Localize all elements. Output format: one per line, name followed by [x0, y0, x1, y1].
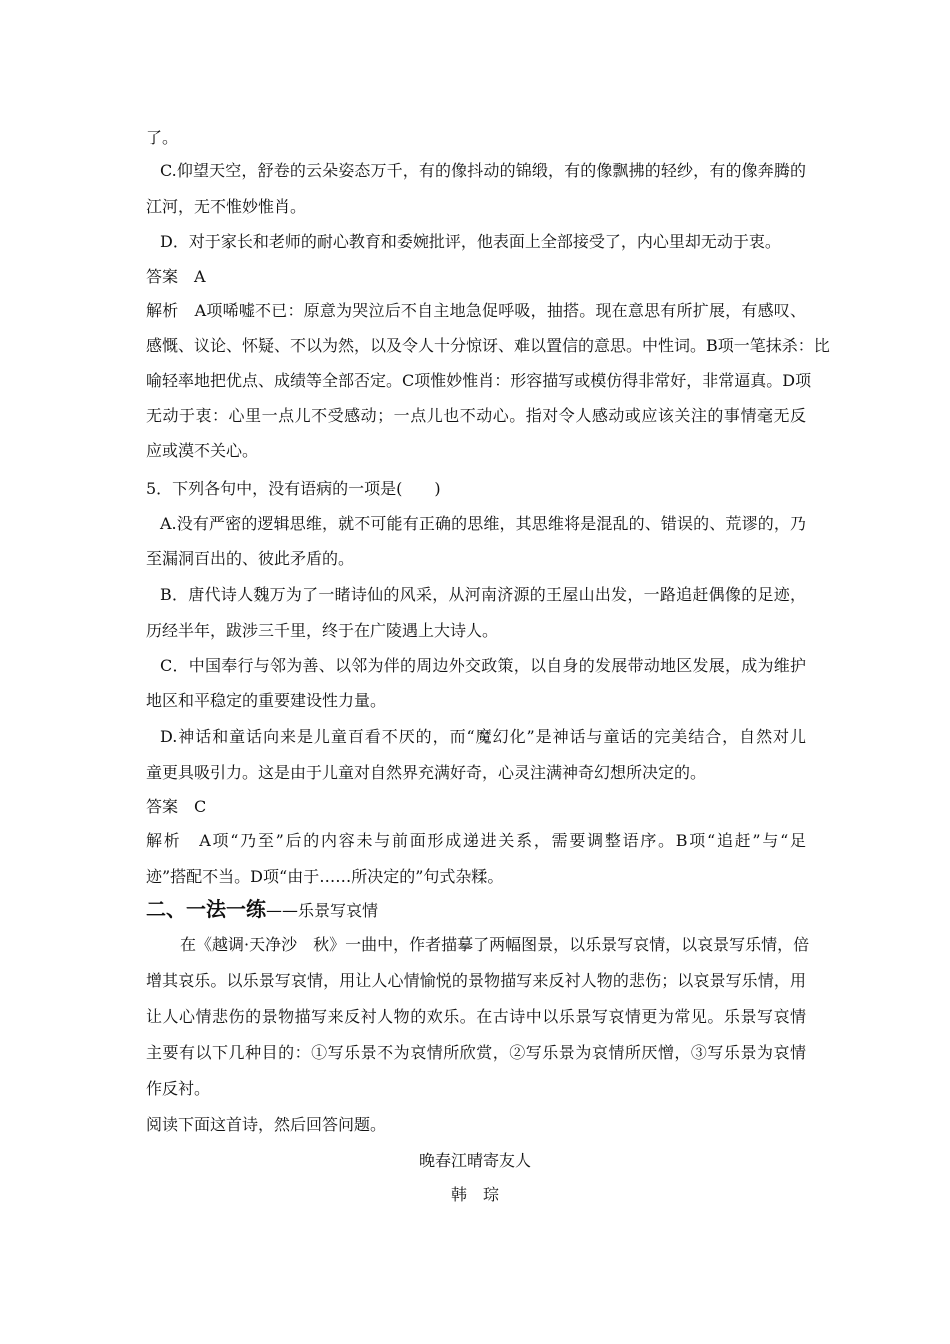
option-d-line: D.神话和童话向来是儿童百看不厌的，而“魔幻化”是神话与童话的完美结合，自然对儿 [160, 727, 806, 746]
question-5-stem: 5．下列各句中，没有语病的一项是( ) [146, 479, 441, 498]
analysis-line: 解析 A项“乃至”后的内容未与前面形成递进关系，需要调整语序。B项“追赶”与“足 [146, 831, 806, 850]
analysis-line: 感慨、议论、怀疑、不以为然，以及令人十分惊讶、难以置信的意思。中性词。B项一笔抹杀：比 [146, 336, 830, 355]
analysis-line: 迹”搭配不当。D项“由于……所决定的”句式杂糅。 [146, 867, 504, 886]
paragraph-line: 增其哀乐。以乐景写哀情，用让人心情愉悦的景物描写来反衬人物的悲伤；以哀景写乐情，用 [146, 971, 806, 990]
text-line: 历经半年，跋涉三千里，终于在广陵遇上大诗人。 [146, 621, 499, 640]
analysis-line: 解析 A项唏嘘不已：原意为哭泣后不自主地急促呼吸，抽搭。现在意思有所扩展，有感叹、 [146, 301, 806, 320]
option-b-line: B．唐代诗人魏万为了一睹诗仙的风采，从河南济源的王屋山出发，一路追赶偶像的足迹， [160, 585, 806, 604]
analysis-line: 无动于衷：心里一点儿不受感动；一点儿也不动心。指对令人感动或应该关注的事情毫无反 [146, 406, 806, 425]
section-heading-sub: ——乐景写哀情 [266, 901, 379, 920]
option-c-line: C．中国奉行与邻为善、以邻为伴的周边外交政策，以自身的发展带动地区发展，成为维护 [160, 656, 806, 675]
paragraph-line: 让人心情悲伤的景物描写来反衬人物的欢乐。在古诗中以乐景写哀情更为常见。乐景写哀情 [146, 1007, 806, 1026]
option-d-line: D．对于家长和老师的耐心教育和委婉批评，他表面上全部接受了，内心里却无动于衷。 [160, 232, 781, 251]
option-a-line: A.没有严密的逻辑思维，就不可能有正确的思维，其思维将是混乱的、错误的、荒谬的，乃 [160, 514, 806, 533]
text-line: 地区和平稳定的重要建设性力量。 [146, 691, 387, 710]
reading-instruction: 阅读下面这首诗，然后回答问题。 [146, 1115, 387, 1134]
analysis-line: 应或漠不关心。 [146, 441, 259, 460]
option-c-line: C.仰望天空，舒卷的云朵姿态万千，有的像抖动的锦缎，有的像飘拂的轻纱，有的像奔腾的 [160, 161, 806, 180]
text-line: 了。 [146, 128, 179, 147]
poem-title: 晚春江晴寄友人 [418, 1151, 531, 1170]
text-line: 江河，无不惟妙惟肖。 [146, 197, 307, 216]
answer-label: 答案 A [146, 267, 206, 286]
paragraph-line: 主要有以下几种目的：①写乐景不为哀情所欣赏，②写乐景为哀情所厌憎，③写乐景为哀情 [146, 1043, 806, 1062]
text-line: 至漏洞百出的、彼此矛盾的。 [146, 549, 355, 568]
paragraph-line: 作反衬。 [146, 1079, 211, 1098]
section-heading [146, 898, 378, 922]
analysis-line: 喻轻率地把优点、成绩等全部否定。C项惟妙惟肖：形容描写或模仿得非常好，非常逼真。D项 [146, 371, 812, 390]
answer-label: 答案 C [146, 797, 207, 816]
section-heading-main: 二、一法一练 [146, 897, 266, 921]
text-line: 童更具吸引力。这是由于儿童对自然界充满好奇，心灵注满神奇幻想所决定的。 [146, 763, 707, 782]
poem-author: 韩 琮 [450, 1185, 499, 1204]
paragraph-line: 在《越调·天净沙 秋》一曲中，作者描摹了两幅图景，以乐景写哀情，以哀景写乐情，倍 [180, 935, 810, 954]
